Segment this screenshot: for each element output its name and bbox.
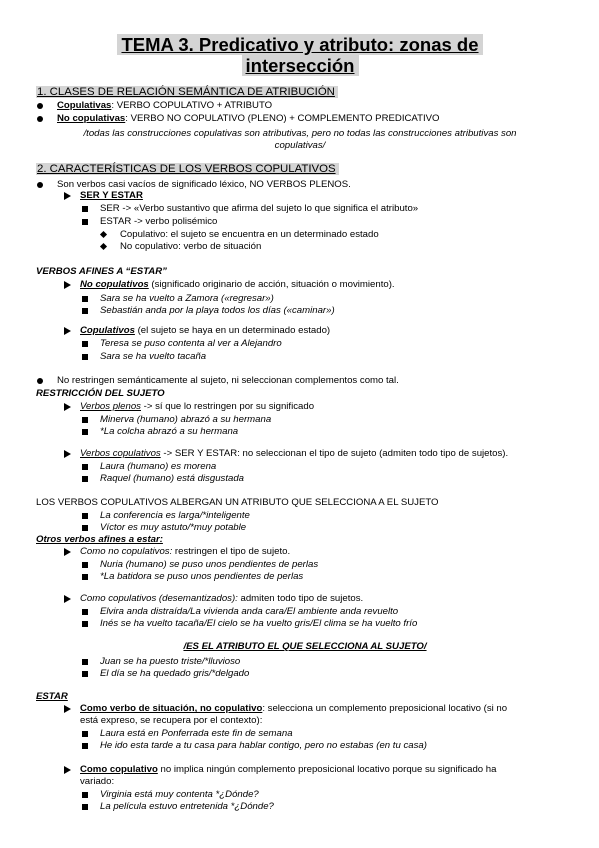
- example: Juan se ha puesto triste/*lluvioso: [100, 656, 241, 667]
- arrow-icon: [64, 595, 71, 603]
- bullet-icon: [37, 182, 43, 188]
- square-bullet-icon: [82, 792, 88, 798]
- square-bullet-icon: [82, 219, 88, 225]
- example: Raquel (humano) está disgustada: [100, 473, 244, 484]
- example: Virginia está muy contenta *¿Dónde?: [100, 789, 259, 800]
- example: *La colcha abrazó a su hermana: [100, 426, 239, 437]
- arrow-icon: [64, 403, 71, 411]
- situacion-line-1: Como verbo de situación, no copulativo: selecciona un complemento preposicional locativo (si no: [80, 703, 508, 714]
- square-bullet-icon: [82, 731, 88, 737]
- arrow-icon: [64, 192, 71, 200]
- bullet-icon: [37, 103, 43, 109]
- como-copulativo-line-2: variado:: [80, 776, 115, 787]
- situacion-line-2: está expreso, se recupera por el contexto):: [80, 715, 263, 726]
- title-line-2: intersección: [242, 55, 359, 76]
- example: Inés se ha vuelto tacaña/El cielo se ha vuelto gris/El clima se ha vuelto frío: [100, 618, 418, 629]
- no-copulativos-line: No copulativos (significado originario de acción, situación o movimiento).: [80, 279, 395, 290]
- square-bullet-icon: [82, 562, 88, 568]
- arrow-icon: [64, 705, 71, 713]
- example: Víctor es muy astuto/*muy potable: [100, 522, 247, 533]
- square-bullet-icon: [82, 621, 88, 627]
- example: Nuria (humano) se puso unos pendientes de perlas: [100, 559, 319, 570]
- square-bullet-icon: [82, 743, 88, 749]
- example: Sebastián anda por la playa todos los días («caminar»): [100, 305, 335, 316]
- square-bullet-icon: [82, 609, 88, 615]
- section-1-heading: 1. CLASES DE RELACIÓN SEMÁNTICA DE ATRIBUCIÓN: [36, 86, 338, 99]
- estar-copulativo: Copulativo: el sujeto se encuentra en un determinado estado: [120, 229, 379, 240]
- otros-verbos-heading: Otros verbos afines a estar:: [36, 534, 163, 545]
- otros-no-copulativos-line: Como no copulativos: restringen el tipo de sujeto.: [80, 546, 291, 557]
- copulativos-line: Copulativos (el sujeto se haya en un determinado estado): [80, 325, 331, 336]
- square-bullet-icon: [82, 308, 88, 314]
- title-line-1: TEMA 3. Predicativo y atributo: zonas de: [117, 34, 482, 55]
- example: El día se ha quedado gris/*delgado: [100, 668, 250, 679]
- albergan-statement: LOS VERBOS COPULATIVOS ALBERGAN UN ATRIBUTO QUE SELECCIONA A EL SUJETO: [36, 497, 439, 508]
- como-copulativo-line-1: Como copulativo no implica ningún complemento preposicional locativo porque su significado ha: [80, 764, 497, 775]
- verbos-copulativos-line: Verbos copulativos -> SER Y ESTAR: no seleccionan el tipo de sujeto (admiten todo tipo de sujetos).: [80, 448, 509, 459]
- arrow-icon: [64, 281, 71, 289]
- estar-no-copulativo: No copulativo: verbo de situación: [120, 241, 262, 252]
- s1-note-line-2: copulativas/: [274, 140, 326, 151]
- square-bullet-icon: [82, 671, 88, 677]
- square-bullet-icon: [82, 417, 88, 423]
- s1-note-line-1: /todas las construcciones copulativas son atributivas, pero no todas las construcciones atributivas son: [83, 128, 517, 139]
- example: Minerva (humano) abrazó a su hermana: [100, 414, 272, 425]
- square-bullet-icon: [82, 476, 88, 482]
- atributo-selecciona-statement: /ES EL ATRIBUTO EL QUE SELECCIONA AL SUJETO/: [183, 641, 427, 652]
- bullet-icon: [37, 116, 43, 122]
- square-bullet-icon: [82, 464, 88, 470]
- example: He ido esta tarde a tu casa para hablar contigo, pero no estabas (en tu casa): [100, 740, 427, 751]
- square-bullet-icon: [82, 206, 88, 212]
- bullet-icon: [37, 378, 43, 384]
- s1-item-copulativas: Copulativas: VERBO COPULATIVO + ATRIBUTO: [57, 100, 273, 111]
- square-bullet-icon: [82, 354, 88, 360]
- square-bullet-icon: [82, 341, 88, 347]
- diamond-bullet-icon: [100, 243, 107, 250]
- example: Laura (humano) es morena: [100, 461, 217, 472]
- example: La conferencia es larga/*inteligente: [100, 510, 250, 521]
- estar-definition: ESTAR -> verbo polisémico: [100, 216, 218, 227]
- s2-bullet-vacios: Son verbos casi vacíos de significado léxico, NO VERBOS PLENOS.: [57, 179, 351, 190]
- ser-definition: SER -> «Verbo sustantivo que afirma del sujeto lo que significa el atributo»: [100, 203, 419, 214]
- page-title: [70, 34, 530, 76]
- arrow-icon: [64, 766, 71, 774]
- otros-copulativos-line: Como copulativos (desemantizados): admiten todo tipo de sujetos.: [80, 593, 364, 604]
- arrow-icon: [64, 450, 71, 458]
- restriccion-heading: RESTRICCIÓN DEL SUJETO: [36, 388, 165, 399]
- diamond-bullet-icon: [100, 231, 107, 238]
- example: Laura está en Ponferrada este fin de semana: [100, 728, 293, 739]
- arrow-icon: [64, 327, 71, 335]
- example: Elvira anda distraída/La vivienda anda cara/El ambiente anda revuelto: [100, 606, 399, 617]
- square-bullet-icon: [82, 429, 88, 435]
- estar-heading: ESTAR: [36, 691, 68, 702]
- s1-item-no-copulativas: No copulativas: VERBO NO COPULATIVO (PLENO) + COMPLEMENTO PREDICATIVO: [57, 113, 440, 124]
- ser-estar-heading: SER Y ESTAR: [80, 190, 143, 201]
- example: Sara se ha vuelto a Zamora («regresar»): [100, 293, 274, 304]
- arrow-icon: [64, 548, 71, 556]
- verbos-plenos-line: Verbos plenos -> sí que lo restringen por su significado: [80, 401, 315, 412]
- example: Sara se ha vuelto tacaña: [100, 351, 207, 362]
- example: Teresa se puso contenta al ver a Alejandro: [100, 338, 282, 349]
- square-bullet-icon: [82, 296, 88, 302]
- example: *La batidora se puso unos pendientes de perlas: [100, 571, 304, 582]
- section-2-heading: 2. CARACTERÍSTICAS DE LOS VERBOS COPULATIVOS: [36, 163, 339, 176]
- verbos-afines-heading: VERBOS AFINES A “ESTAR”: [36, 266, 167, 277]
- square-bullet-icon: [82, 804, 88, 810]
- square-bullet-icon: [82, 659, 88, 665]
- square-bullet-icon: [82, 525, 88, 531]
- s2-bullet-restringen: No restringen semánticamente al sujeto, ni seleccionan complementos como tal.: [57, 375, 399, 386]
- square-bullet-icon: [82, 513, 88, 519]
- square-bullet-icon: [82, 574, 88, 580]
- example: La película estuvo entretenida *¿Dónde?: [100, 801, 274, 812]
